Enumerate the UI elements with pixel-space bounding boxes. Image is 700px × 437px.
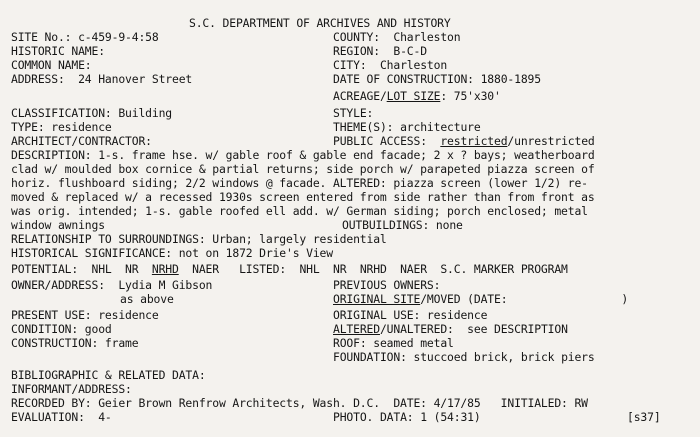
description-line: horiz. flushboard siding; 2/2 windows @ facade. ALTERED: piazza screen (lower 1/2) re- (11, 176, 588, 190)
description-line: clad w/ moulded box cornice & partial returns; side porch w/ parapeted piazza screen of (11, 162, 595, 176)
classification: CLASSIFICATION: Building (11, 106, 172, 120)
previous-owners: PREVIOUS OWNERS: (333, 278, 441, 292)
public-access-label: PUBLIC ACCESS: (333, 134, 441, 148)
altered-unaltered (333, 323, 568, 336)
public-access (333, 135, 595, 148)
form-header: S.C. DEPARTMENT OF ARCHIVES AND HISTORY (189, 16, 451, 30)
original-site-selected: ORIGINAL SITE (333, 292, 421, 306)
lot-size-label: LOT SIZE (386, 89, 441, 103)
recorded-by: RECORDED BY: Geier Brown Renfrow Architects, Wash. D.C. DATE: 4/17/85 INITIALED: RW (11, 396, 588, 410)
architect-contractor: ARCHITECT/CONTRACTOR: (11, 134, 152, 148)
altered-selected: ALTERED (333, 322, 380, 336)
original-use: ORIGINAL USE: residence (333, 308, 488, 322)
site-number: SITE No.: c-459-9-4:58 (11, 30, 159, 44)
roof: ROOF: seamed metal (333, 336, 454, 350)
condition: CONDITION: good (11, 322, 112, 336)
description-line: DESCRIPTION: 1-s. frame hse. w/ gable roof & gable end facade; 2 x ? bays; weatherboard (11, 148, 595, 162)
region: REGION: B-C-D (333, 44, 427, 58)
historic-name: HISTORIC NAME: (11, 44, 105, 58)
date-of-construction: DATE OF CONSTRUCTION: 1880-1895 (333, 72, 541, 86)
address: ADDRESS: 24 Hanover Street (11, 72, 193, 86)
bibliographic-data: BIBLIOGRAPHIC & RELATED DATA: (11, 368, 206, 382)
unaltered-text: /UNALTERED: see DESCRIPTION (379, 322, 568, 336)
moved-date: /MOVED (DATE: ) (420, 292, 629, 306)
relationship-to-surroundings: RELATIONSHIP TO SURROUNDINGS: Urban; largely residential (11, 232, 387, 246)
original-site-moved (333, 293, 628, 306)
unrestricted-option: /unrestricted (507, 134, 595, 148)
evaluation: EVALUATION: 4- (11, 410, 112, 424)
description-line: was orig. intended; 1-s. gable roofed ell add. w/ German siding; porch enclosed; metal (11, 204, 588, 218)
informant-address: INFORMANT/ADDRESS: (11, 382, 132, 396)
reference-code: [s37] (627, 410, 661, 424)
present-use: PRESENT USE: residence (11, 308, 159, 322)
description-line: window awnings (11, 218, 105, 232)
common-name: COMMON NAME: (11, 58, 92, 72)
potential-listed-line (11, 263, 568, 276)
potential-prefix: POTENTIAL: NHL NR (11, 262, 152, 276)
foundation: FOUNDATION: stuccoed brick, brick piers (333, 350, 595, 364)
themes: THEME(S): architecture (333, 120, 481, 134)
acreage-label: ACREAGE/ (333, 89, 387, 103)
restricted-option: restricted (440, 134, 508, 148)
construction: CONSTRUCTION: frame (11, 336, 139, 350)
city: CITY: Charleston (333, 58, 448, 72)
county: COUNTY: Charleston (333, 30, 461, 44)
potential-suffix: NAER LISTED: NHL NR NRHD NAER S.C. MARKER PROGRAM (178, 262, 568, 276)
acreage-value: : 75'x30' (440, 89, 501, 103)
photo-data: PHOTO. DATA: 1 (54:31) (333, 410, 481, 424)
historical-significance: HISTORICAL SIGNIFICANCE: not on 1872 Drie's View (11, 246, 333, 260)
description-line: moved & replaced w/ a recessed 1930s screen entered from side rather than from front as (11, 190, 595, 204)
outbuildings: OUTBUILDINGS: none (342, 218, 463, 232)
acreage-lot-size (333, 90, 501, 103)
nrhd-selected: NRHD (151, 262, 179, 276)
style: STYLE: (333, 106, 374, 120)
type: TYPE: residence (11, 120, 112, 134)
owner-address-line2: as above (120, 292, 174, 306)
owner-address: OWNER/ADDRESS: Lydia M Gibson (11, 278, 213, 292)
